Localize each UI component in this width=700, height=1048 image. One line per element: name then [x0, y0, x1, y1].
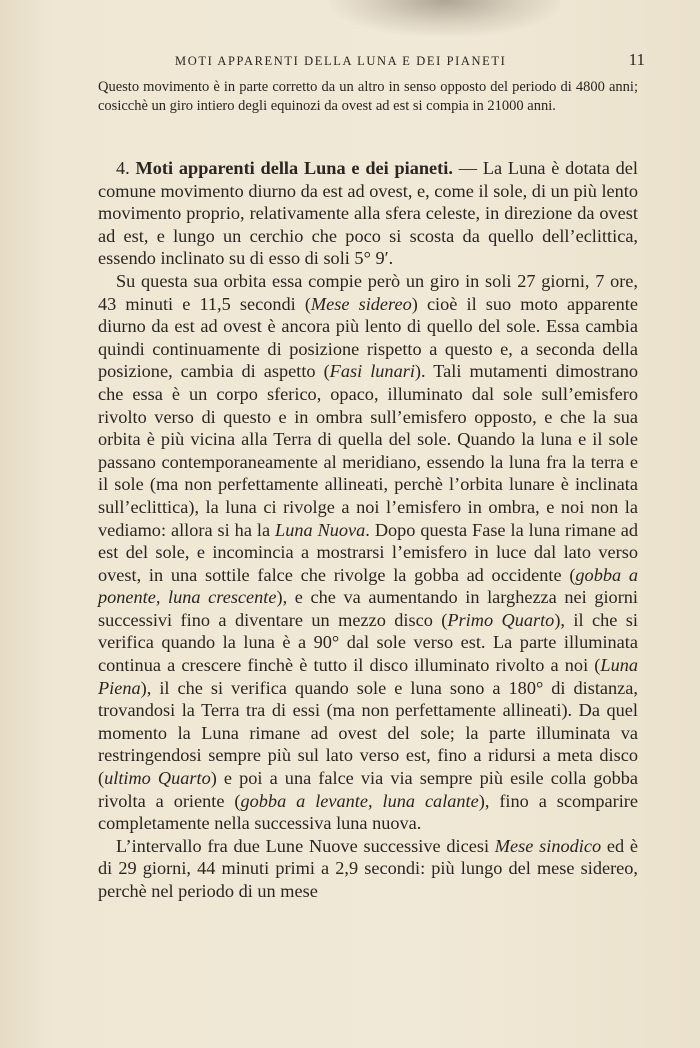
main-text: [98, 157, 638, 903]
text-run: ), e che va aumentando in larghezza nei giorni successivi fino a diventare un mezzo disco (: [98, 587, 638, 630]
text-run: ), il che si verifica quando la luna è a 90° dal sole verso est. La parte illuminata continua a crescere finchè è tutto il disco illuminato rivolto a noi (: [98, 609, 638, 676]
text-run: L’intervallo fra due Lune Nuove successive dicesi: [116, 835, 495, 856]
term-luna-calante: gobba a levante, luna calante: [240, 790, 479, 811]
term-primo-quarto: Primo Quarto: [447, 609, 555, 630]
section-dash: —: [452, 158, 483, 178]
running-title: MOTI APPARENTI DELLA LUNA E DEI PIANETI: [175, 54, 507, 68]
term-luna-nuova: Luna Nuova: [275, 519, 366, 540]
intro-paragraph: [98, 78, 638, 116]
term-mese-sidereo: Mese sidereo: [310, 293, 412, 314]
page-number: 11: [628, 50, 645, 69]
text-run: Su questa sua orbita essa compie però un giro in soli 27 giorni, 7 ore, 43 minuti e 11,5 secondi (: [98, 270, 638, 314]
text-run: ). Tali mutamenti dimostrano che essa è un corpo sferico, opaco, illuminato dal sole sull’emisfero rivolto verso di questo e in ombra sull’emisfero opposto, e che la sua orbita è più vicina alla Terra di quella del sole. Quando la luna e il sole passano contemporaneamente al meridiano, essendo la luna fra la terra e il sole (ma non perfettamente allineati, perchè l’orbita lunare è inclinata sull’eclittica), la luna ci rivolge a noi l’emisfero in ombra, e noi non la vediamo: allora si ha la: [98, 361, 638, 540]
text-run: ), il che si verifica quando sole e luna sono a 180° di distanza, trovandosi la Terra tra di essi (ma non perfettamente allineati). Da quel momento la Luna rimane ad ovest del sole; la parte illuminata va restringendosi sempre più sul lato verso est, fino a ridursi a meta disco (: [98, 677, 638, 789]
text-run: ) e poi a una falce via via sempre più esile colla gobba rivolta a oriente (: [98, 768, 638, 811]
term-ultimo-quarto: ultimo Quarto: [104, 768, 211, 789]
text-run: ed è di 29 giorni, 44 minuti primi a 2,9 secondi: più lungo del mese sidereo, perchè nel periodo di un mese: [98, 835, 638, 901]
section-title: Moti apparenti della Luna e dei pianeti.: [135, 158, 453, 178]
intro-text: Questo movimento è in parte corretto da un altro in senso opposto del periodo di 4800 anni; cosicchè un giro intiero degli equinozi da ovest ad est si compia in 21000 anni.: [98, 79, 638, 114]
page-stain: [330, 0, 560, 36]
paragraph-mese-sinodico: [98, 835, 638, 903]
paragraph-orbit: [98, 270, 638, 835]
term-fasi-lunari: Fasi lunari: [329, 361, 415, 382]
text-run: . Dopo questa Fase la luna rimane ad est del sole, e incomincia a mostrarsi l’emisfero in luce dal lato verso ovest, in una sottile falce che rivolge la gobba ad occidente (: [98, 519, 639, 585]
page-header: [175, 50, 645, 70]
section-text: La Luna è dotata del comune movimento diurno da est ad ovest, e, come il sole, di un più lento movimento proprio, relativamente alla sfera celeste, in direzione da ovest ad est, e lungo un cerchio che poco si scosta da quello dell’eclittica, essendo inclinato su di esso di soli 5° 9′.: [98, 158, 638, 269]
term-luna-crescente: gobba a ponente, luna crescente: [98, 564, 638, 608]
term-luna-piena: Luna Piena: [98, 655, 638, 698]
section-number: 4.: [116, 158, 130, 178]
text-run: ) cioè il suo moto apparente diurno da est ad ovest è ancora più lento di quello del sole. Essa cambia quindi continuamente di posizione rispetto a questo e, a seconda della posizione, cambia di aspetto (: [98, 293, 639, 382]
term-mese-sinodico: Mese sinodico: [494, 835, 602, 856]
text-run: ), fino a scomparire completamente nella successiva luna nuova.: [98, 790, 638, 834]
section-paragraph: [98, 157, 638, 270]
